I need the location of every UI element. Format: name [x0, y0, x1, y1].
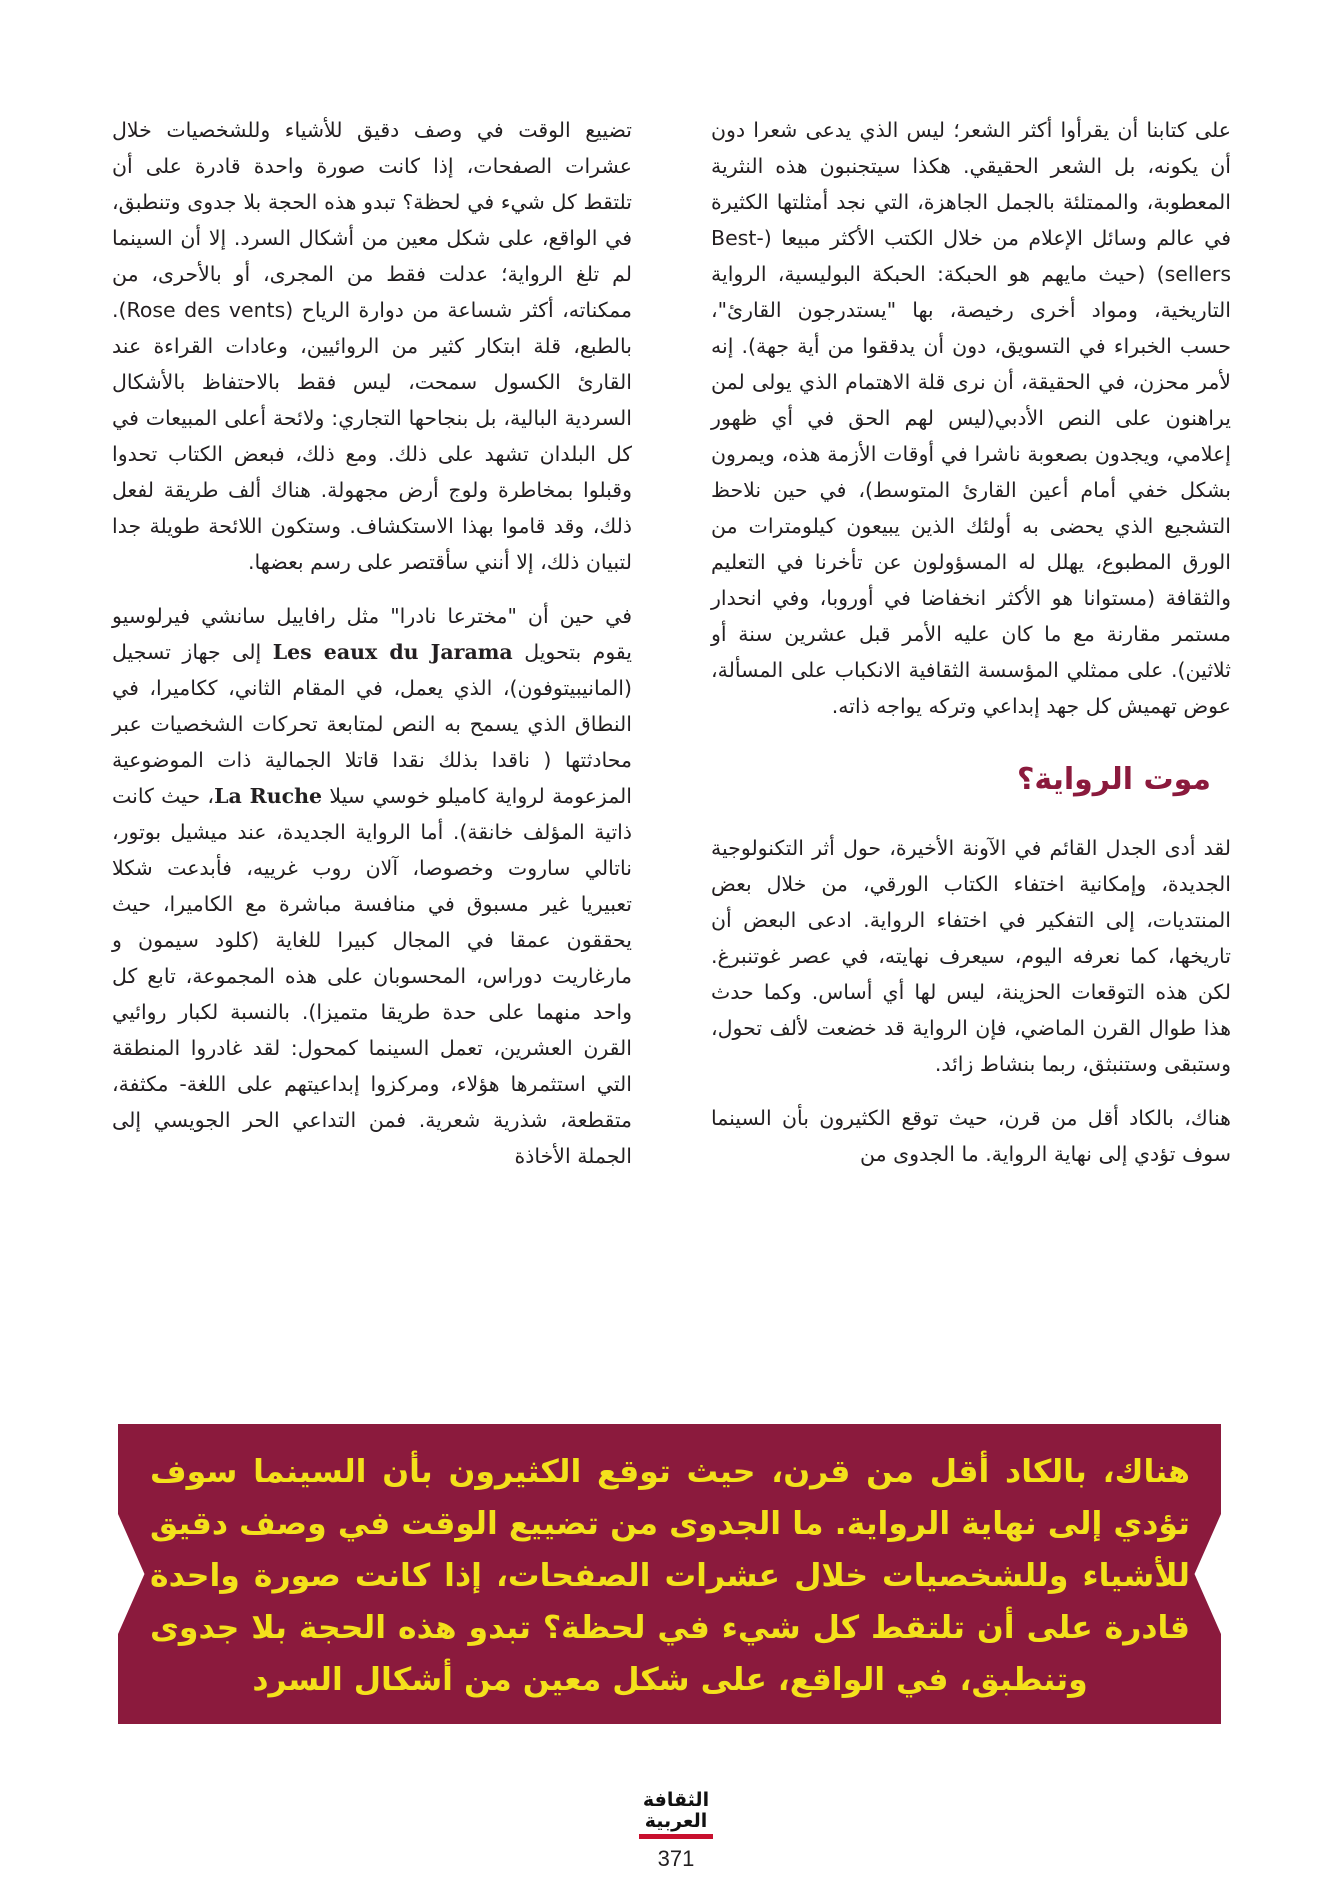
logo-line: الثقافة — [642, 1789, 710, 1811]
page-number: 371 — [657, 1846, 695, 1871]
article-column-left — [112, 112, 632, 1174]
book-title: La Ruche — [214, 784, 323, 808]
magazine-logo — [635, 1790, 717, 1842]
paragraph-text: ، حيث كانت ذاتية المؤلف خانقة). أما الرواية الجديدة، عند ميشيل بوتور، ناتالي ساروت وخصوصا، آلان روب غرييه، فأبدعت شكلا تعبيريا غير مسبوق في منافسة مباشرة مع الكاميرا، حيث يحققون عمقا في المجال كبيرا للغاية (كلود سيمون و مارغاريت دوراس، المحسوبان على هذه المجموعة، تابع كل واحد منهما على حدة طريقا متميزا). بالنسبة لكبار روائيي القرن العشرين، تعمل السينما كمحول: لقد غادروا المنطقة التي استثمرها هؤلاء، ومركزوا إبداعيتهم على اللغة- مكثفة، متقطعة، شذرية شعرية. فمن التداعي الحر الجويسي إلى الجملة الأخاذة — [112, 784, 632, 1168]
paragraph: على كتابنا أن يقرأوا أكثر الشعر؛ ليس الذي يدعى شعرا دون أن يكونه، بل الشعر الحقيقي. هكذا سيتجنبون هذه النثرية المعطوبة، والممتلئة بالجمل الجاهزة، التي نجد أمثلتها الكثيرة في عالم وسائل الإعلام من خلال الكتب الأكثر مبيعا (Best-sellers) (حيث مايهم هو الحبكة: الحبكة البوليسية، الرواية التاريخية، ومواد أخرى رخيصة، بها "يستدرجون القارئ"، حسب الخبراء في التسويق، دون أن يدققوا من أية جهة). إنه لأمر محزن، في الحقيقة، أن نرى قلة الاهتمام الذي يولى لمن يراهنون على النص الأدبي(ليس لهم الحق في أي ظهور إعلامي، ويجدون بصعوبة ناشرا في أوقات الأزمة هذه، ويمرون بشكل خفي أمام أعين القارئ المتوسط)، في حين نلاحظ التشجيع الذي يحضى به أولئك الذين يبيعون كيلومترات من الورق المطبوع، يهلل له المسؤولون عن تأخرنا في التعليم والثقافة (مستوانا هو الأكثر انخفاضا في أوروبا، وفي انحدار مستمر مقارنة مع ما كان عليه الأمر قبل عشرين سنة أو ثلاثين). على ممثلي المؤسسة الثقافية الانكباب على المسألة، عوض تهميش كل جهد إبداعي وتركه يواجه ذاته. — [711, 118, 1231, 718]
paragraph-text: إلى جهاز تسجيل (المانيبيتوفون)، الذي يعمل، في المقام الثاني، ككاميرا، في النطاق الذي يسمح به النص لمتابعة تحركات الشخصيات عبر محادثتها ( ناقدا بذلك نقدا قاتلا الجمالية ذات الموضوعية المزعومة لرواية كاميلو خوسي سيلا — [112, 640, 632, 808]
section-heading: موت الرواية؟ — [1017, 762, 1211, 797]
logo-bar — [639, 1834, 713, 1839]
paragraph — [112, 598, 632, 1174]
paragraph: هناك، بالكاد أقل من قرن، حيث توقع الكثيرون بأن السينما سوف تؤدي إلى نهاية الرواية. ما الجدوى من — [711, 1106, 1231, 1166]
paragraph-text: في حين أن "مخترعا نادرا" مثل رافاييل سانشي فيرلوسيو يقوم بتحويل — [112, 604, 632, 664]
paragraph: تضييع الوقت في وصف دقيق للأشياء وللشخصيات خلال عشرات الصفحات، إذا كانت صورة واحدة قادرة على أن تلتقط كل شيء في لحظة؟ تبدو هذه الحجة بلا جدوى وتنطبق، في الواقع، على شكل معين من أشكال السرد. إلا أن السينما لم تلغ الرواية؛ عدلت فقط من المجرى، أو بالأحرى، من ممكناته، أكثر شساعة من دوارة الرياح (Rose des vents). بالطبع، قلة ابتكار كثير من الروائيين، وعادات القراءة عند القارئ الكسول سمحت، ليس فقط بالاحتفاظ بالأشكال السردية البالية، بل بنجاحها التجاري: ولائحة أعلى المبيعات في كل البلدان تشهد على ذلك. ومع ذلك، فبعض الكتاب تحدوا وقبلوا بمخاطرة ولوج أرض مجهولة. هناك ألف طريقة لفعل ذلك، وقد قاموا بهذا الاستكشاف. وستكون اللائحة طويلة جدا لتبيان ذلك، إلا أنني سأقتصر على رسم بعضها. — [112, 118, 632, 574]
book-title: Les eaux du Jarama — [272, 640, 513, 664]
article-column-right — [711, 112, 1231, 1172]
pullquote-text: هناك، بالكاد أقل من قرن، حيث توقع الكثيرون بأن السينما سوف تؤدي إلى نهاية الرواية. ما الجدوى من تضييع الوقت في وصف دقيق للأشياء وللشخصيات خلال عشرات الصفحات، إذا كانت صورة واحدة قادرة على أن تلتقط كل شيء في لحظة؟ تبدو هذه الحجة بلا جدوى وتنطبق، في الواقع، على شكل معين من أشكال السرد — [150, 1454, 1190, 1698]
paragraph: لقد أدى الجدل القائم في الآونة الأخيرة، حول أثر التكنولوجية الجديدة، وإمكانية اختفاء الكتاب الورقي، من خلال بعض المنتديات، إلى التفكير في اختفاء الرواية. ادعى البعض أن تاريخها، كما نعرفه اليوم، سيعرف نهايته، في عصر غوتنبرغ. لكن هذه التوقعات الحزينة، ليس لها أي أساس. وكما حدث هذا طوال القرن الماضي، فإن الرواية قد خضعت لألف تحول، وستبقى وستنبثق، ربما بنشاط زائد. — [711, 836, 1231, 1076]
logo-line: العربية — [644, 1810, 708, 1832]
